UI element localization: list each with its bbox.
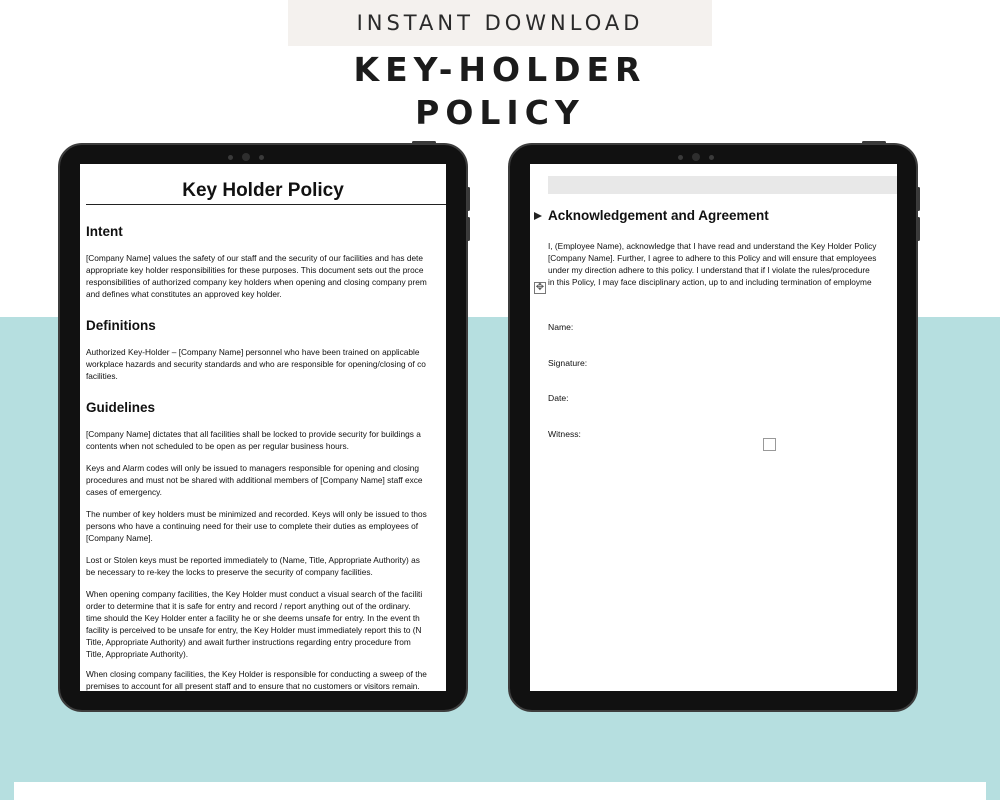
guidelines-line: When closing company facilities, the Key Holder is responsible for conducting a sweep of the: [86, 669, 427, 679]
tablet-camera: [228, 153, 264, 161]
camera-lens-icon: [242, 153, 250, 161]
guidelines-line: [Company Name].: [86, 533, 153, 543]
checkbox[interactable]: [763, 438, 776, 451]
left-tablet-screen: [80, 164, 446, 691]
guidelines-line: When opening company facilities, the Key Holder must conduct a visual search of the faciliti: [86, 589, 423, 599]
name-field-label: Name:: [548, 322, 574, 332]
badge-text: INSTANT DOWNLOAD: [356, 11, 644, 35]
document-header-bar: [548, 176, 897, 194]
definitions-line: workplace hazards and security standards and who are responsible for opening/closing of co: [86, 359, 426, 369]
date-field-label: Date:: [548, 393, 569, 403]
tablet-camera: [678, 153, 714, 161]
right-tablet: [508, 143, 918, 712]
page-title-line1: KEY-HOLDER: [353, 50, 647, 89]
camera-dot-icon: [709, 155, 714, 160]
acknowledgement-line: [Company Name]. Further, I agree to adhere to this Policy and will ensure that employees: [548, 253, 877, 263]
right-tablet-screen: [530, 164, 897, 691]
intent-line: and defines what constitutes an approved key holder.: [86, 289, 282, 299]
guidelines-line: [Company Name] dictates that all facilities shall be locked to provide security for buildings a: [86, 429, 421, 439]
acknowledgement-line: in this Policy, I may face disciplinary action, up to and including termination of employme: [548, 277, 872, 287]
intent-line: [Company Name] values the safety of our staff and the security of our facilities and has dete: [86, 253, 423, 263]
guidelines-line: premises to account for all present staff and to ensure that no customers or visitors remain.: [86, 681, 420, 691]
acknowledgement-line: under my direction adhere to this policy. I understand that if I violate the rules/procedure: [548, 265, 870, 275]
guidelines-line: time should the Key Holder enter a facility he or she deems unsafe for entry. In the event th: [86, 613, 420, 623]
tablet-top-button: [862, 141, 886, 144]
tablet-side-button-1: [917, 187, 920, 211]
guidelines-line: cases of emergency.: [86, 487, 162, 497]
definitions-line: facilities.: [86, 371, 118, 381]
camera-dot-icon: [678, 155, 683, 160]
camera-dot-icon: [259, 155, 264, 160]
guidelines-line: be necessary to re-key the locks to preserve the security of company facilities.: [86, 567, 373, 577]
guidelines-line: The number of key holders must be minimized and recorded. Keys will only be issued to thos: [86, 509, 427, 519]
left-tablet: [58, 143, 468, 712]
table-move-icon[interactable]: ✥: [535, 282, 545, 293]
guidelines-line: procedures and must not be shared with additional members of [Company Name] staff exce: [86, 475, 423, 485]
witness-field-label: Witness:: [548, 429, 581, 439]
guidelines-line: contents when not scheduled to be open as per regular business hours.: [86, 441, 349, 451]
guidelines-line: Title, Appropriate Authority) and await further instructions regarding entry procedure from: [86, 637, 411, 647]
acknowledgement-heading: Acknowledgement and Agreement: [548, 208, 769, 223]
guidelines-line: Lost or Stolen keys must be reported immediately to (Name, Title, Appropriate Authority) as: [86, 555, 420, 565]
guidelines-line: Title, Appropriate Authority).: [86, 649, 189, 659]
section-heading-definitions: Definitions: [86, 318, 156, 333]
footer-strip: [14, 782, 986, 800]
tablet-side-button-2: [917, 217, 920, 241]
signature-field-label: Signature:: [548, 358, 588, 368]
definitions-line: Authorized Key-Holder – [Company Name] personnel who have been trained on applicable: [86, 347, 420, 357]
acknowledgement-line: I, (Employee Name), acknowledge that I have read and understand the Key Holder Policy: [548, 241, 877, 251]
guidelines-line: facility is perceived to be unsafe for entry, the Key Holder must immediately report this to (N: [86, 625, 422, 635]
tablet-side-button-1: [467, 187, 470, 211]
intent-line: responsibilities of authorized company key holders when opening and closing company prem: [86, 277, 427, 287]
intent-line: appropriate key holder responsibilities for these purposes. This document sets out the proce: [86, 265, 424, 275]
document-title: Key Holder Policy: [182, 180, 344, 201]
guidelines-line: persons who have a continuing need for their use to complete their duties as employees of: [86, 521, 419, 531]
section-heading-guidelines: Guidelines: [86, 400, 156, 415]
page-title-line2: POLICY: [415, 93, 585, 132]
collapse-triangle-icon[interactable]: [534, 212, 542, 220]
title-divider: [86, 204, 446, 205]
section-heading-intent: Intent: [86, 224, 123, 239]
instant-download-badge: [288, 0, 712, 46]
camera-lens-icon: [692, 153, 700, 161]
tablet-top-button: [412, 141, 436, 144]
tablet-side-button-2: [467, 217, 470, 241]
guidelines-line: order to determine that it is safe for entry and record / report anything out of the ordinary.: [86, 601, 411, 611]
guidelines-line: Keys and Alarm codes will only be issued to managers responsible for opening and closing: [86, 463, 419, 473]
camera-dot-icon: [228, 155, 233, 160]
